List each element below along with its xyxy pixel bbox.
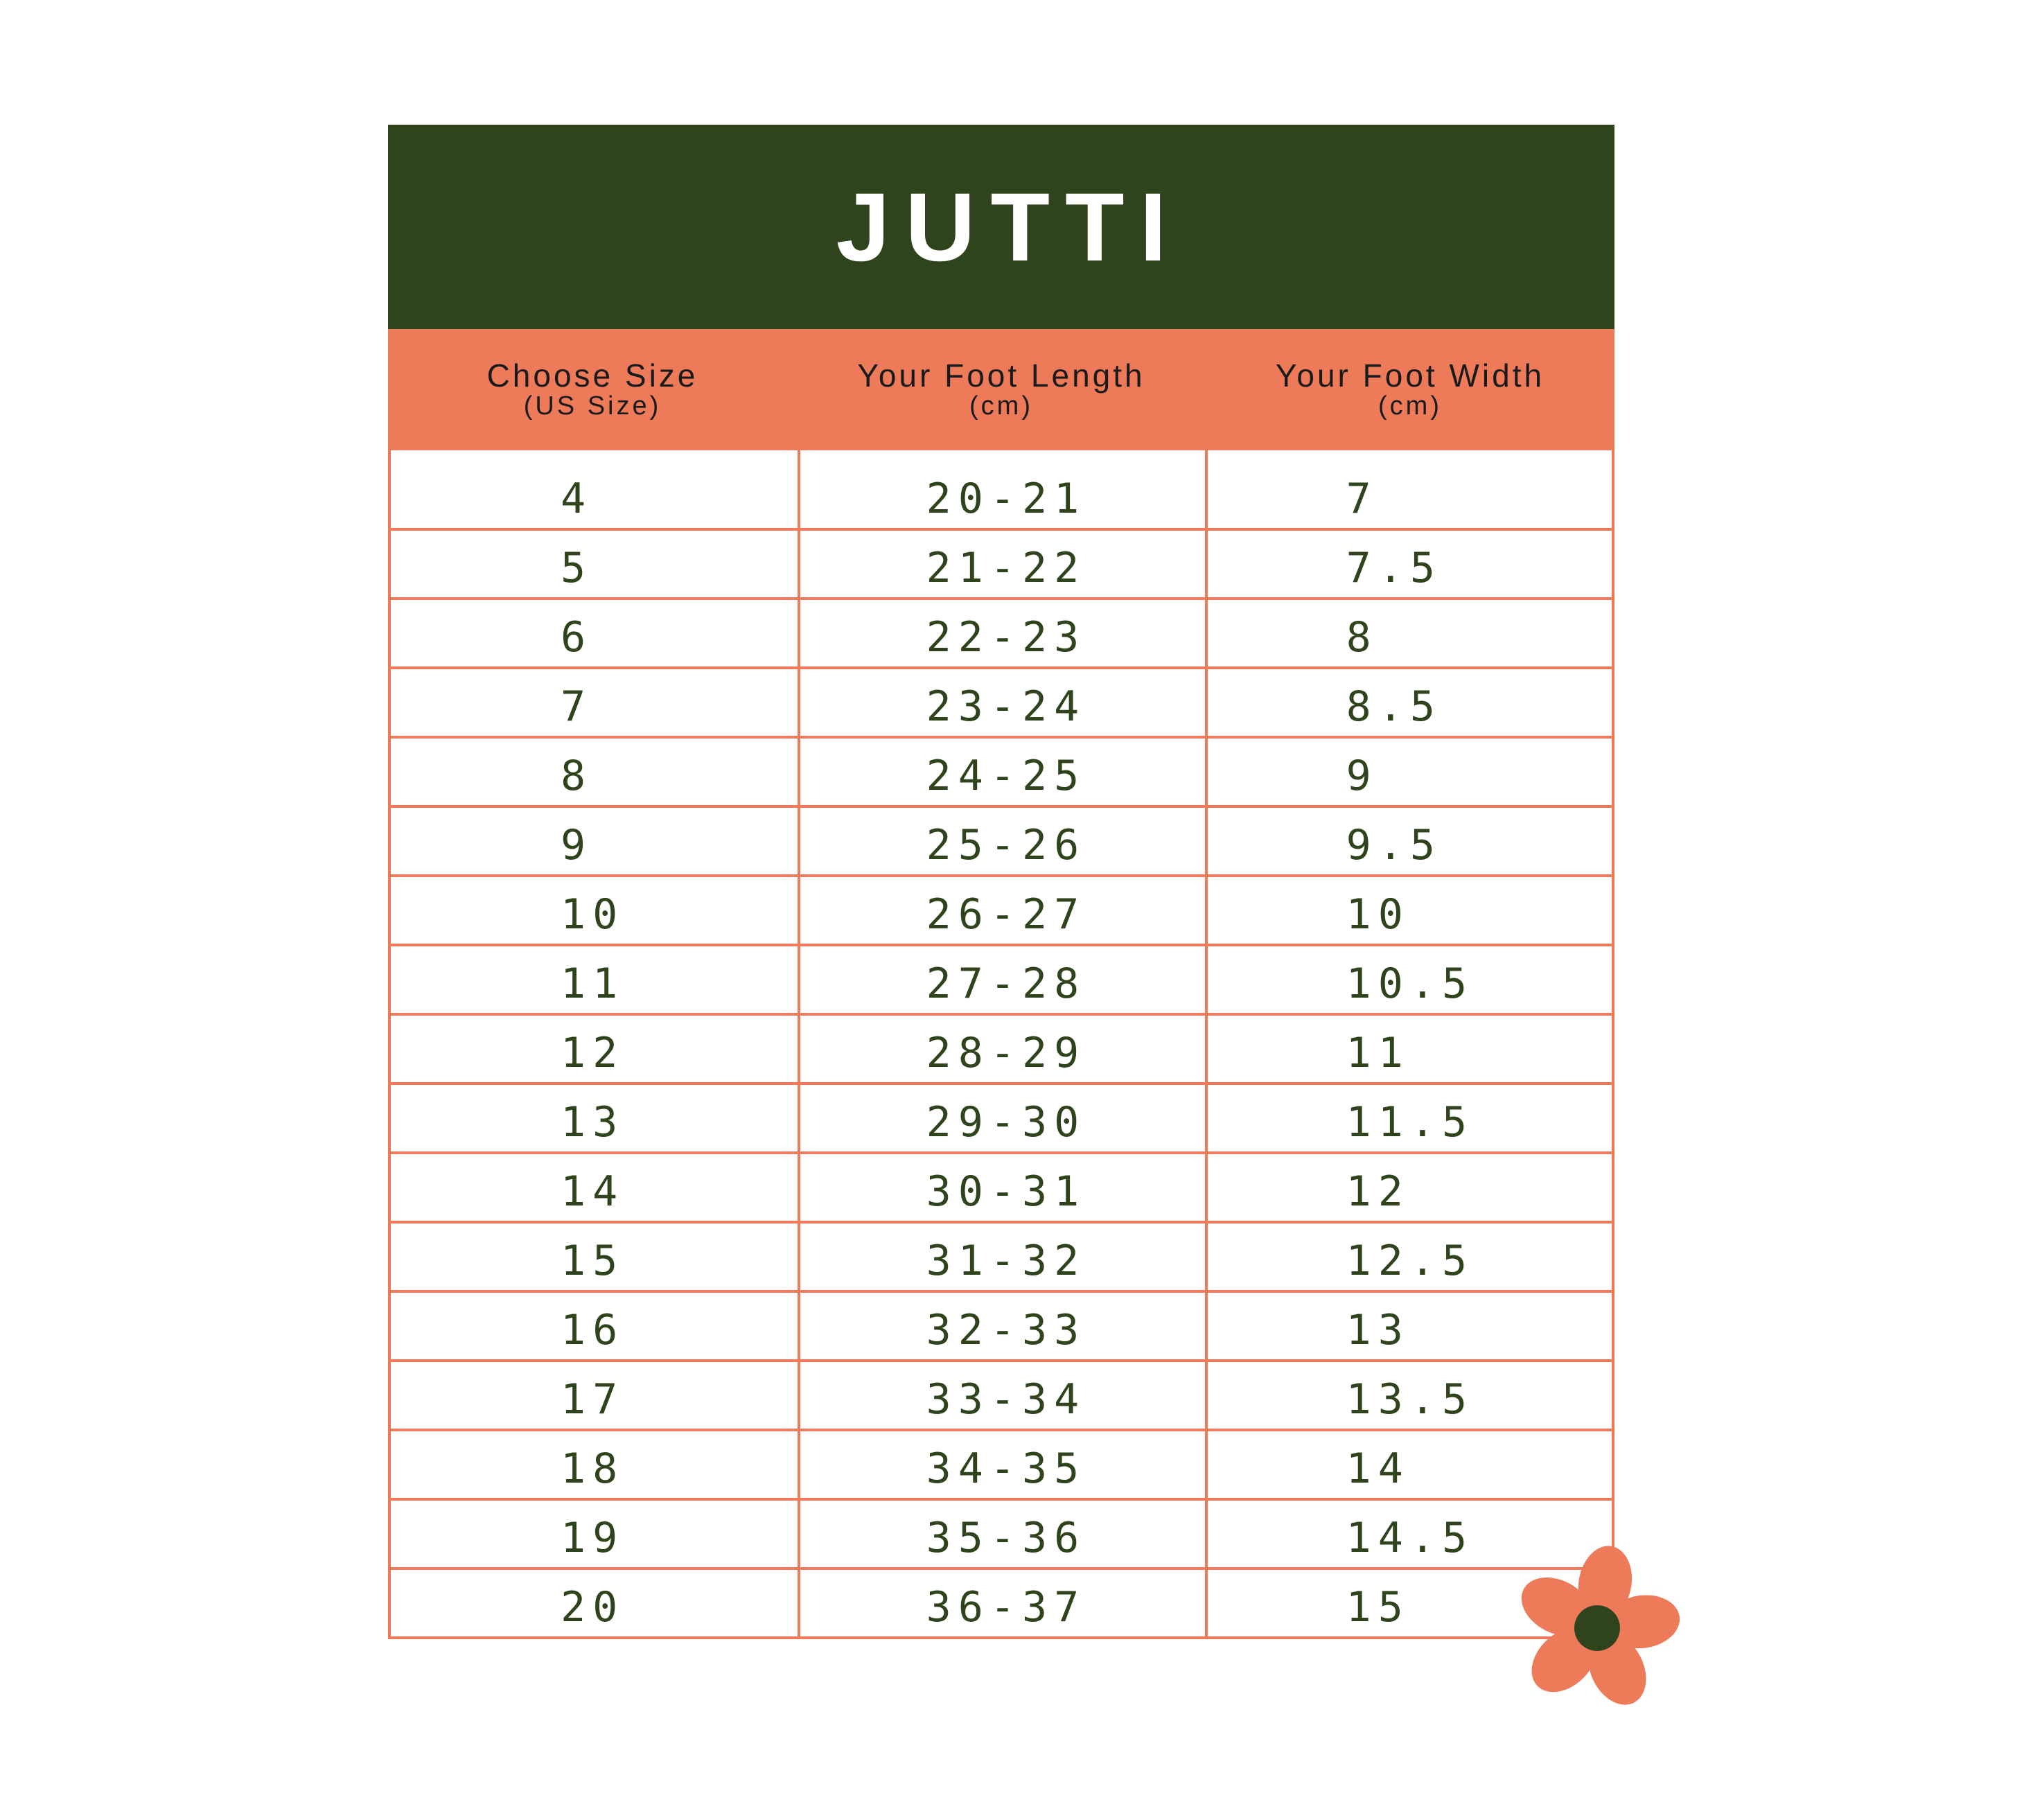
length-cell: 27-28: [798, 946, 1204, 1013]
header-width-unit: (cm): [1378, 391, 1442, 421]
table-row: [391, 944, 1612, 1013]
table-row: [391, 528, 1612, 597]
size-cell: 8: [561, 752, 593, 800]
width-cell: 8.5: [1205, 669, 1612, 736]
header-length: [797, 329, 1206, 450]
title-bar: [388, 125, 1614, 329]
length-cell: 30-31: [798, 1154, 1204, 1221]
table-row: [391, 874, 1612, 944]
length-cell: 26-27: [798, 877, 1204, 944]
header-length-unit: (cm): [969, 391, 1033, 421]
size-cell: 5: [561, 544, 593, 592]
table-body: [388, 450, 1614, 1639]
length-cell: 31-32: [798, 1223, 1204, 1290]
width-cell: 14.5: [1205, 1501, 1612, 1567]
size-cell: 6: [561, 613, 593, 662]
length-cell: 24-25: [798, 739, 1204, 805]
table-row: [391, 1290, 1612, 1359]
length-cell: 21-22: [798, 531, 1204, 597]
width-cell: 7: [1205, 450, 1612, 528]
size-cell: 4: [561, 475, 593, 523]
length-cell: 33-34: [798, 1362, 1204, 1429]
width-cell: 8: [1205, 600, 1612, 666]
length-cell: 25-26: [798, 808, 1204, 874]
size-cell: 11: [561, 960, 625, 1008]
size-cell: 19: [561, 1514, 625, 1562]
header-row: [388, 329, 1614, 450]
size-cell: 10: [561, 890, 625, 939]
table-row: [391, 1221, 1612, 1290]
header-length-label: Your Foot Length: [857, 357, 1145, 394]
table-row: [391, 1359, 1612, 1429]
width-cell: 11.5: [1205, 1085, 1612, 1151]
length-cell: 29-30: [798, 1085, 1204, 1151]
length-cell: 23-24: [798, 669, 1204, 736]
size-cell: 18: [561, 1444, 625, 1493]
width-cell: 10: [1205, 877, 1612, 944]
width-cell: 11: [1205, 1016, 1612, 1082]
size-cell: 7: [561, 682, 593, 731]
header-size-unit: (US Size): [523, 391, 662, 421]
width-cell: 13.5: [1205, 1362, 1612, 1429]
length-cell: 22-23: [798, 600, 1204, 666]
header-width-label: Your Foot Width: [1275, 357, 1545, 394]
size-cell: 17: [561, 1375, 625, 1424]
length-cell: 36-37: [798, 1570, 1204, 1636]
table-row: [391, 1013, 1612, 1082]
table-row: [391, 1429, 1612, 1498]
table-row: [391, 805, 1612, 874]
size-cell: 14: [561, 1167, 625, 1216]
chart-title: JUTTI: [836, 172, 1182, 281]
width-cell: 9: [1205, 739, 1612, 805]
size-cell: 9: [561, 821, 593, 869]
width-cell: 9.5: [1205, 808, 1612, 874]
size-chart: [388, 125, 1614, 1639]
width-cell: 13: [1205, 1293, 1612, 1359]
size-cell: 12: [561, 1029, 625, 1077]
size-cell: 15: [561, 1237, 625, 1285]
length-cell: 32-33: [798, 1293, 1204, 1359]
table-row: [391, 1151, 1612, 1221]
width-cell: 7.5: [1205, 531, 1612, 597]
table-row: [391, 450, 1612, 528]
size-cell: 16: [561, 1306, 625, 1354]
width-cell: 10.5: [1205, 946, 1612, 1013]
header-size: [388, 329, 797, 450]
table-row: [391, 1567, 1612, 1636]
table-row: [391, 1082, 1612, 1151]
width-cell: 15: [1205, 1570, 1612, 1636]
size-cell: 20: [561, 1583, 625, 1632]
header-size-label: Choose Size: [486, 357, 698, 394]
table-row: [391, 736, 1612, 805]
length-cell: 34-35: [798, 1431, 1204, 1498]
width-cell: 14: [1205, 1431, 1612, 1498]
size-cell: 13: [561, 1098, 625, 1147]
length-cell: 28-29: [798, 1016, 1204, 1082]
table-row: [391, 597, 1612, 666]
header-width: [1206, 329, 1614, 450]
table-row: [391, 1498, 1612, 1567]
table-row: [391, 666, 1612, 736]
length-cell: 20-21: [798, 450, 1204, 528]
width-cell: 12.5: [1205, 1223, 1612, 1290]
length-cell: 35-36: [798, 1501, 1204, 1567]
width-cell: 12: [1205, 1154, 1612, 1221]
flower-icon: [1514, 1545, 1680, 1711]
